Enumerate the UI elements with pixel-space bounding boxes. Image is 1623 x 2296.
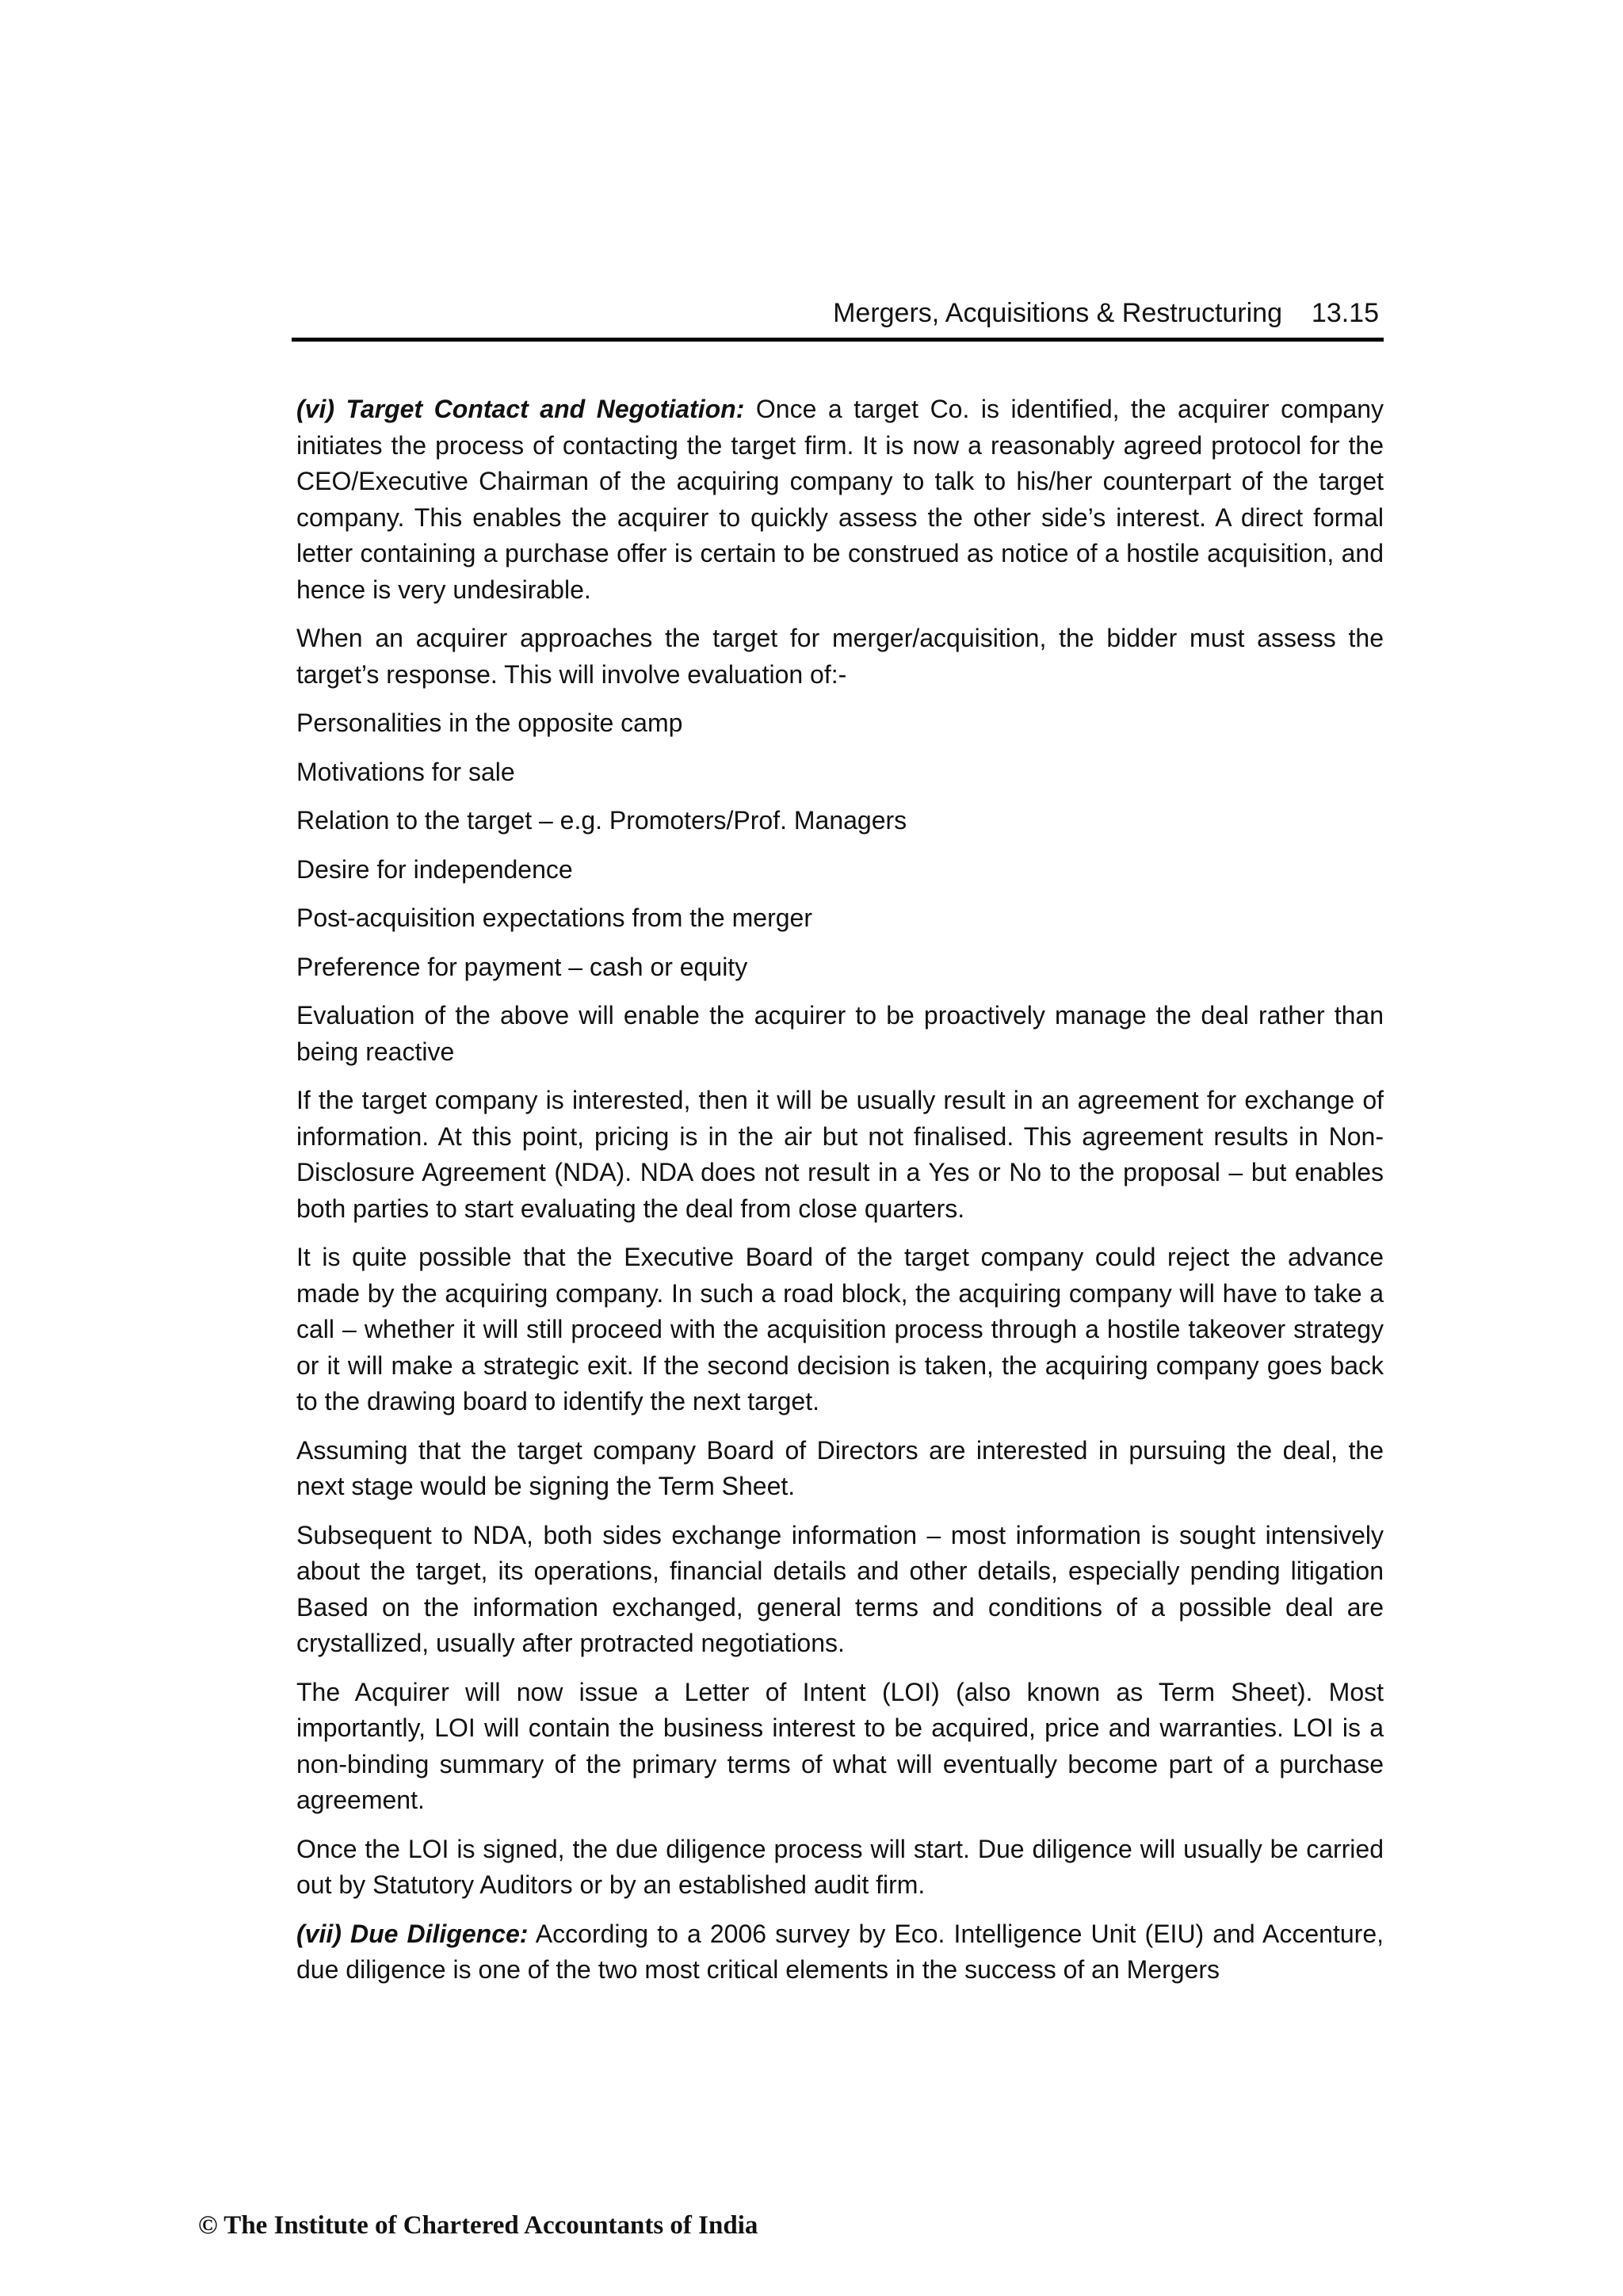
list-item: Preference for payment – cash or equity [296, 952, 748, 981]
paragraph-target-contact [296, 392, 1384, 608]
paragraph-text: Once a target Co. is identified, the acquirer company initiates the process of contacting the target firm. It is now a reasonably agreed protocol for the CEO/Executive Chairman of the acquiring company to talk to his/her counterpart of the target company. This enables the acquirer to quickly assess the other side’s interest. A direct formal letter containing a purchase offer is certain to be construed as notice of a hostile acquisition, and hence is very undesirable. [296, 395, 1384, 604]
paragraph-board-reject: It is quite possible that the Executive Board of the target company could reject the advance made by the acquiring company. In such a road block, the acquiring company will have to take a call – whether it will still proceed with the acquisition process through a hostile takeover strategy or it will make a strategic exit. If the second decision is taken, the acquiring company goes back to the drawing board to identify the next target. [296, 1243, 1384, 1415]
paragraph-information-exchange: Subsequent to NDA, both sides exchange information – most information is sought intensively about the target, its operations, financial details and other details, especially pending litigation Based on the information exchanged, general terms and conditions of a possible deal are crystallized, usually after protracted negotiations. [296, 1520, 1384, 1657]
list-item: Post-acquisition expectations from the merger [296, 904, 812, 932]
paragraph-due-diligence-start: Once the LOI is signed, the due diligence process will start. Due diligence will usually be carried out by Statutory Auditors or by an established audit firm. [296, 1834, 1384, 1899]
paragraph-evaluation: Evaluation of the above will enable the acquirer to be proactively manage the deal rather than being reactive [296, 1001, 1384, 1066]
paragraph-nda: If the target company is interested, then it will be usually result in an agreement for exchange of information. At this point, pricing is in the air but not finalised. This agreement results in Non-Disclosure Agreement (NDA). NDA does not result in a Yes or No to the proposal – but enables both parties to start evaluating the deal from close quarters. [296, 1086, 1384, 1223]
list-item: Relation to the target – e.g. Promoters/Prof. Managers [296, 806, 907, 835]
copyright-footer: © The Institute of Chartered Accountants of India [198, 2211, 758, 2240]
section-heading-due-diligence: (vii) Due Diligence: [296, 1919, 529, 1948]
section-heading-target-contact: (vi) Target Contact and Negotiation: [296, 395, 745, 423]
header-title: Mergers, Acquisitions & Restructuring [833, 298, 1282, 328]
paragraph-acquirer-approach: When an acquirer approaches the target for merger/acquisition, the bidder must assess the target’s response. This will involve evaluation of:- [296, 624, 1384, 689]
list-item: Personalities in the opposite camp [296, 709, 683, 737]
list-item: Motivations for sale [296, 757, 515, 786]
page-number: 13.15 [1311, 298, 1379, 328]
page-body [296, 392, 1384, 2001]
paragraph-due-diligence [296, 1916, 1384, 1988]
paragraph-loi: The Acquirer will now issue a Letter of Intent (LOI) (also known as Term Sheet). Most importantly, LOI will contain the business interest to be acquired, price and warranties. LOI is a non-binding summary of the primary terms of what will eventually become part of a purchase agreement. [296, 1677, 1384, 1814]
paragraph-term-sheet: Assuming that the target company Board of Directors are interested in pursuing the deal, the next stage would be signing the Term Sheet. [296, 1435, 1384, 1500]
list-item: Desire for independence [296, 854, 573, 884]
page-header [292, 296, 1384, 342]
paragraph-text: According to a 2006 survey by Eco. Intelligence Unit (EIU) and Accenture, due diligence is one of the two most critical elements in the success of an Mergers [296, 1919, 1384, 1984]
